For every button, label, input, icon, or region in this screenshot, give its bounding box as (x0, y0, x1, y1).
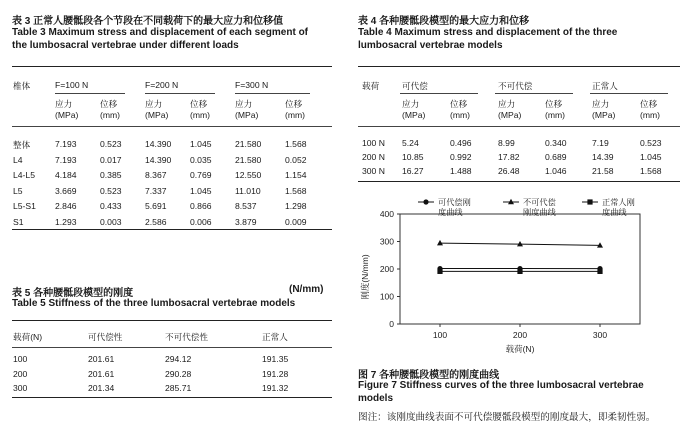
table3-load-100: F=100 N (55, 80, 89, 90)
table3-cell: 0.003 (100, 216, 122, 227)
table5-caption-cn: 表 5 各种腰骶段模型的刚度 (12, 288, 134, 299)
table3-cell: 0.006 (190, 216, 212, 227)
table3-cell: 14.390 (145, 139, 172, 149)
legend-label: 正常人刚 (602, 198, 635, 207)
table4-cell: 1.488 (450, 166, 472, 176)
table3-cell: 0.035 (190, 154, 212, 165)
table4-sub-stress-3a: 应力 (592, 99, 610, 109)
table3-cell: 0.523 (100, 185, 122, 196)
table4-sub-stress-3b: (MPa) (592, 110, 616, 120)
table3-sub-stress-3a: 应力 (235, 99, 253, 109)
x-tick-label: 100 (432, 330, 448, 340)
table5-top-rule (12, 320, 332, 321)
table5-cell: 191.28 (262, 368, 289, 379)
table3-group-rule-1 (55, 93, 125, 94)
x-tick-label: 200 (512, 330, 528, 340)
table4-header-rule (358, 126, 680, 127)
table4-sub-stress-1b: (MPa) (402, 110, 426, 120)
table5-header-rule (12, 347, 332, 348)
table5-head-normal: 正常人 (262, 332, 288, 342)
table4-cell: 10.85 (402, 152, 424, 162)
table4-cell: 16.27 (402, 166, 424, 176)
table4-sub-disp-2b: (mm) (545, 110, 566, 120)
table5-bottom-rule (12, 397, 332, 398)
table3-sub-stress-1b: (MPa) (55, 110, 79, 120)
table4-cell: 7.19 (592, 138, 609, 148)
table3-group-rule-2 (145, 93, 215, 94)
legend-marker-circle (423, 199, 428, 204)
table4-cell: 0.496 (450, 138, 472, 148)
table4-sub-stress-1a: 应力 (402, 99, 420, 109)
table4-cell: 0.689 (545, 152, 567, 162)
figure7-note: 图注：该刚度曲线表面不可代偿腰骶段模型的刚度最大，即柔韧性弱。 (358, 412, 656, 423)
point-triangle (437, 240, 443, 245)
table3-cell: 1.568 (285, 139, 307, 149)
table3-sub-disp-1a: 位移 (100, 99, 118, 109)
table3-cell: 1.045 (190, 185, 212, 196)
legend-label: 可代偿刚 (438, 198, 471, 207)
table3-cell: 5.691 (145, 201, 167, 211)
table4-bottom-rule (358, 181, 680, 182)
table3-caption-en-1: Table 3 Maximum stress and displacement of each segment of (12, 27, 309, 38)
table3-load-200: F=200 N (145, 80, 179, 90)
table3-cell: 2.846 (55, 201, 77, 211)
y-tick-label: 100 (379, 291, 394, 302)
table3-cell: 7.193 (55, 154, 77, 165)
table5-cell: 201.61 (88, 368, 115, 379)
table4-cell: 1.045 (640, 152, 662, 162)
table4-cell: 0.523 (640, 138, 662, 148)
table4-sub-disp-3b: (mm) (640, 110, 661, 120)
table4-cell: 5.24 (402, 138, 419, 148)
table3-row-label: L5-S1 (13, 201, 36, 211)
table5-cell: 290.28 (165, 368, 192, 379)
table3-cell: 3.879 (235, 216, 257, 227)
table3-cell: 0.523 (100, 139, 122, 149)
table5-cell: 200 (13, 368, 28, 379)
table4-caption-en-2: lumbosacral vertebrae models (358, 40, 503, 51)
table3-cell: 14.390 (145, 154, 172, 165)
table4-group-normal: 正常人 (592, 81, 618, 91)
y-tick-label: 200 (379, 264, 394, 274)
table3-row-label: L4-L5 (13, 170, 35, 180)
table3-cell: 0.769 (190, 170, 212, 180)
y-axis-label: 刚度(N/mm) (360, 254, 370, 300)
table4-group-rule-1 (400, 93, 478, 94)
table3-cell: 0.052 (285, 154, 307, 165)
table4-cell: 0.340 (545, 138, 567, 148)
table3-top-rule (12, 66, 332, 67)
table3-cell: 21.580 (235, 139, 262, 149)
table4-cell: 1.046 (545, 166, 567, 176)
table3-bottom-rule (12, 229, 332, 230)
table4-cell: 8.99 (498, 138, 515, 148)
table4-sub-disp-1a: 位移 (450, 99, 468, 109)
table4-sub-stress-2b: (MPa) (498, 110, 522, 120)
table4-row-label: 100 N (362, 138, 385, 148)
point-square (517, 269, 522, 274)
table3-row-label: 整体 (13, 140, 31, 150)
table5-cell: 294.12 (165, 354, 192, 364)
table3-cell: 7.337 (145, 185, 167, 196)
point-square (597, 269, 602, 274)
table3-sub-disp-2b: (mm) (190, 110, 211, 120)
table3-cell: 2.586 (145, 216, 167, 227)
table3-cell: 11.010 (235, 185, 261, 196)
figure7-caption-cn: 图 7 各种腰骶段模型的刚度曲线 (358, 370, 500, 381)
table3-cell: 4.184 (55, 170, 77, 180)
table4-cell: 1.568 (640, 166, 662, 176)
table3-row-label: L5 (13, 185, 23, 196)
table4-sub-disp-3a: 位移 (640, 99, 658, 109)
table3-load-300: F=300 N (235, 80, 269, 90)
table3-cell: 21.580 (235, 154, 262, 165)
table4-cell: 14.39 (592, 152, 614, 162)
table4-group-comp: 可代偿 (402, 81, 428, 91)
table4-caption-cn: 表 4 各种腰骶段模型的最大应力和位移 (358, 16, 530, 27)
table3-cell: 0.866 (190, 201, 212, 211)
table3-caption-cn: 表 3 正常人腰骶段各个节段在不同载荷下的最大应力和位移值 (12, 16, 284, 27)
table4-caption-en-1: Table 4 Maximum stress and displacement of the three (358, 27, 618, 38)
table5-head-load: 载荷(N) (13, 332, 43, 342)
table4-row-label: 200 N (362, 152, 385, 162)
x-axis-label: 载荷(N) (505, 344, 535, 354)
table5-head-comp: 可代偿性 (88, 332, 123, 342)
legend-label: 不可代偿 (523, 198, 556, 207)
y-tick-label: 0 (389, 319, 394, 329)
figure7-stiffness-chart (350, 192, 650, 358)
table3-row-label: S1 (13, 216, 24, 227)
table3-cell: 0.017 (100, 154, 122, 165)
table3-col-segment: 椎体 (13, 81, 31, 91)
table3-header-rule (12, 126, 332, 127)
table3-cell: 0.433 (100, 201, 122, 211)
table4-cell: 26.48 (498, 166, 520, 176)
table3-cell: 12.550 (235, 170, 262, 180)
table4-sub-disp-1b: (mm) (450, 110, 471, 120)
table3-row-label: L4 (13, 154, 23, 165)
table5-cell: 300 (13, 383, 28, 393)
table4-group-rule-2 (495, 93, 573, 94)
table3-cell: 0.385 (100, 170, 122, 180)
table5-cell: 285.71 (165, 383, 192, 393)
table5-cell: 191.32 (262, 383, 289, 393)
table3-sub-disp-2a: 位移 (190, 99, 208, 109)
table4-col-load: 载荷 (362, 81, 380, 91)
table3-caption-en-2: the lumbosacral vertebrae under different loads (12, 40, 239, 51)
table3-cell: 1.568 (285, 185, 307, 196)
legend-label: 度曲线 (438, 208, 463, 217)
legend-label: 刚度曲线 (523, 208, 556, 217)
legend-label: 度曲线 (602, 208, 627, 217)
table3-sub-stress-2a: 应力 (145, 99, 163, 109)
table4-group-noncomp: 不可代偿 (498, 81, 533, 91)
table5-cell: 100 (13, 354, 28, 364)
table3-sub-stress-1a: 应力 (55, 99, 73, 109)
table4-sub-stress-2a: 应力 (498, 99, 516, 109)
table3-group-rule-3 (235, 93, 310, 94)
y-tick-label: 400 (379, 209, 394, 219)
table5-cell: 201.34 (88, 383, 115, 393)
x-tick-label: 300 (592, 330, 608, 340)
table4-cell: 21.58 (592, 166, 614, 176)
table5-caption-en: Table 5 Stiffness of the three lumbosacral vertebrae models (12, 298, 296, 309)
table4-cell: 17.82 (498, 152, 520, 162)
point-square (437, 269, 442, 274)
table3-sub-disp-3b: (mm) (285, 110, 306, 120)
table4-row-label: 300 N (362, 166, 385, 176)
table3-cell: 8.367 (145, 170, 167, 180)
table5-head-noncomp: 不可代偿性 (165, 332, 208, 342)
table5-cell: 201.61 (88, 354, 115, 364)
table3-cell: 1.298 (285, 201, 307, 211)
figure7-caption-en-1: Figure 7 Stiffness curves of the three lumbosacral vertebrae (358, 380, 644, 391)
table3-sub-disp-1b: (mm) (100, 110, 121, 120)
y-tick-label: 300 (379, 236, 394, 247)
table3-cell: 0.009 (285, 216, 307, 227)
table3-cell: 1.293 (55, 216, 77, 227)
table4-sub-disp-2a: 位移 (545, 99, 563, 109)
table3-sub-disp-3a: 位移 (285, 99, 303, 109)
table5-unit: (N/mm) (289, 284, 324, 295)
table3-sub-stress-2b: (MPa) (145, 110, 169, 120)
table4-cell: 0.992 (450, 152, 472, 162)
table3-cell: 3.669 (55, 185, 77, 196)
figure7-caption-en-2: models (358, 393, 394, 404)
table3-cell: 1.045 (190, 139, 212, 149)
table3-sub-stress-3b: (MPa) (235, 110, 259, 120)
table3-cell: 8.537 (235, 201, 257, 211)
table3-cell: 1.154 (285, 170, 307, 180)
legend-marker-square (587, 199, 592, 204)
table5-cell: 191.35 (262, 354, 289, 364)
table4-group-rule-3 (590, 93, 668, 94)
table3-cell: 7.193 (55, 139, 77, 149)
table4-top-rule (358, 66, 680, 67)
